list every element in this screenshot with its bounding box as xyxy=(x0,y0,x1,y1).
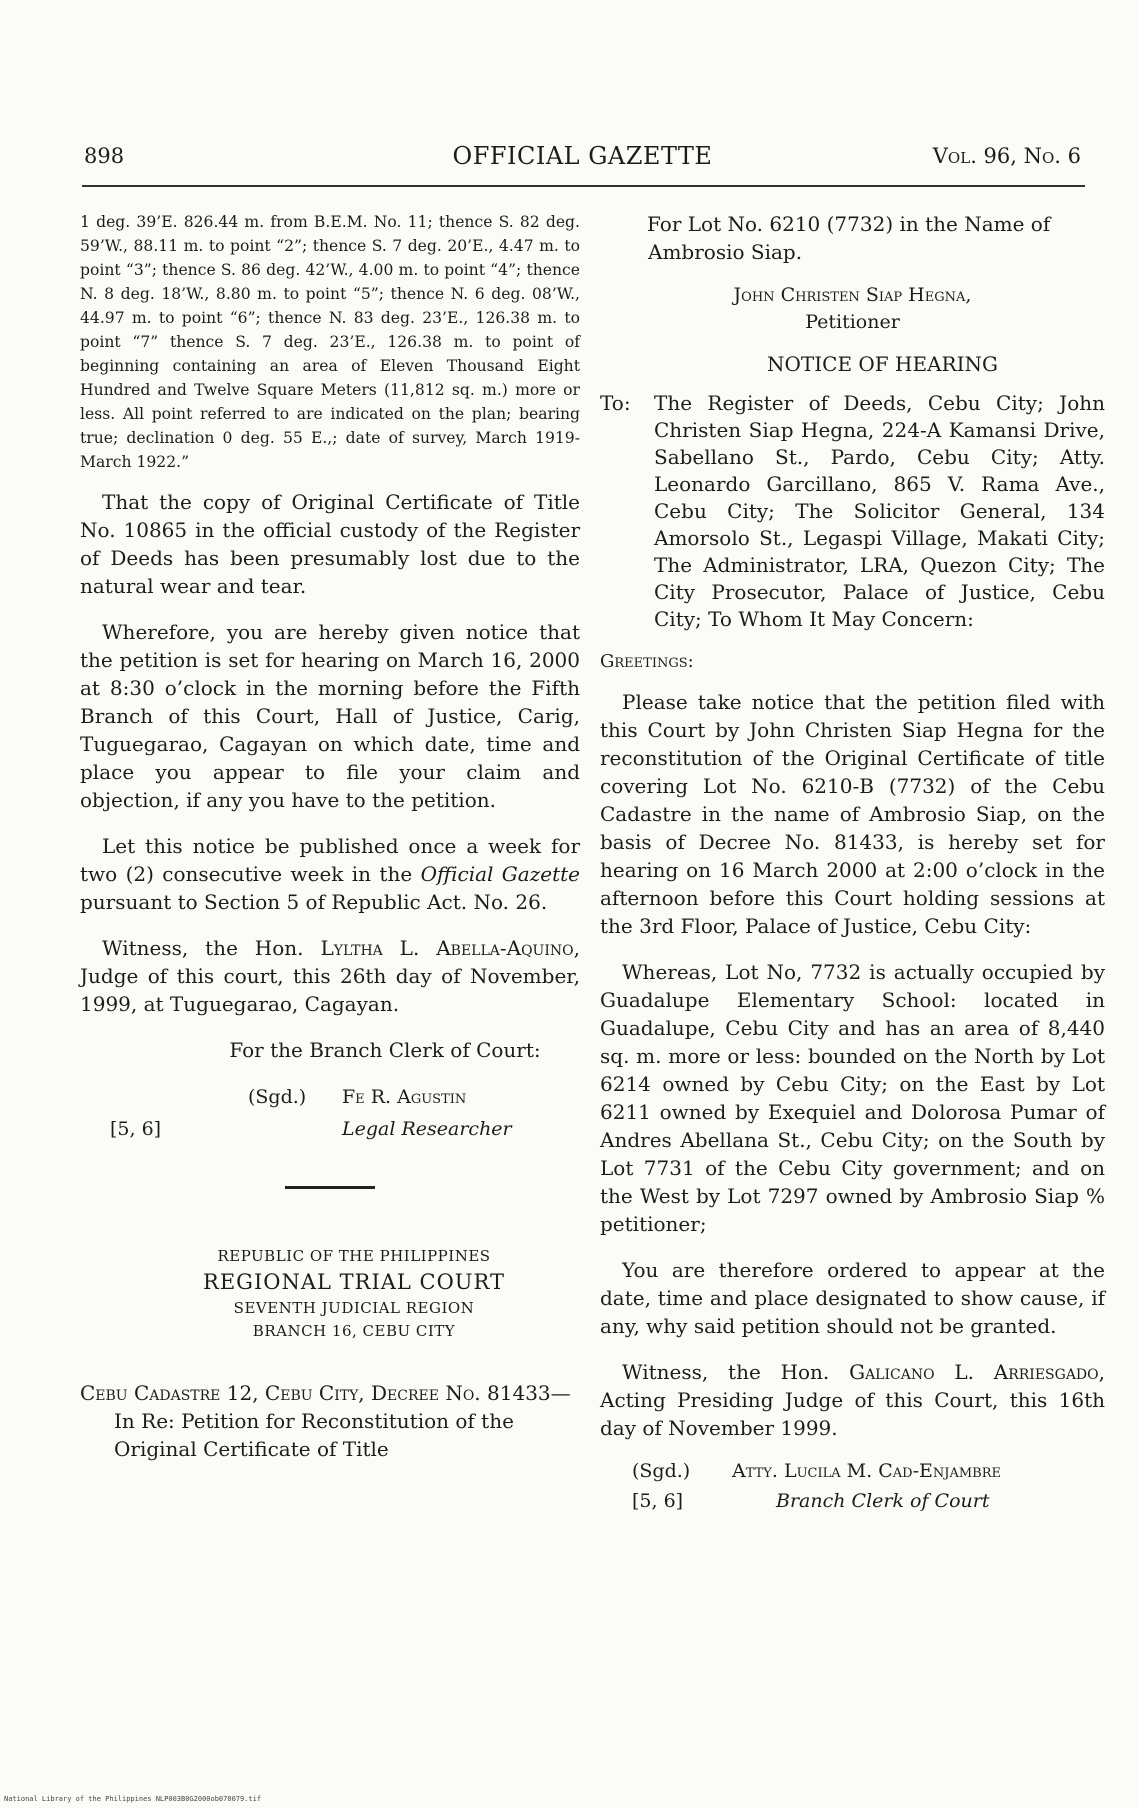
paragraph-publication xyxy=(80,832,580,916)
paragraph-whereas: Whereas, Lot No, 7732 is actually occupied by Guadalupe Elementary School: located in Guadalupe, Cebu City and has an area of 8,440 sq. m. more or less: bounded on the North by Lot 6214 owned by Cebu City; on the East by Lot 6211 owned by Exequiel and Dolorosa Pumar of Andres Abellana St., Cebu City; on the South by Lot 7731 of the Cebu City government; and on the West by Lot 7297 owned by Ambrosio Siap % petitioner; xyxy=(600,960,1105,1236)
case-caption-text: 81433—In Re: Petition for Reconstitution of the Original Certificate of Title xyxy=(114,1381,571,1461)
paragraph-witness-right xyxy=(600,1358,1105,1442)
technical-description: 1 deg. 39’E. 826.44 m. from B.E.M. No. 11; thence S. 82 deg. 59’W., 88.11 m. to point “2”; thence S. 7 deg. 20’E., 4.47 m. to point “3”; thence S. 86 deg. 42’W., 4.00 m. to point “4”; thence N. 8 deg. 18’W., 8.80 m. to point “5”; thence N. 6 deg. 08’W., 44.97 m. to point “6”; thence N. 83 deg. 23’E., 126.38 m. to point “7” thence S. 7 deg. 23’E., 126.38 m. to point of beginning containing an area of Eleven Thousand Eight Hundred and Twelve Square Meters (11,812 sq. m.) more or less. All point referred to are indicated on the plan; bearing true; declination 0 deg. 55 E.,; date of survey, March 1919-March 1922.” xyxy=(80,213,580,471)
issue-reference: [5, 6] xyxy=(110,1118,162,1140)
petitioner-name: John Christen Siap Hegna, xyxy=(733,284,972,306)
signer-name: Fe R. Agustin xyxy=(342,1086,467,1108)
addressee-block xyxy=(600,390,1105,633)
court-heading-line: REPUBLIC OF THE PHILIPPINES xyxy=(217,1247,491,1265)
section-divider xyxy=(285,1186,375,1189)
left-column xyxy=(80,210,580,1463)
paragraph-lost-title: That the copy of Original Certificate of Title No. 10865 in the official custody of the Register of Deeds has been presumably lost due to the natural wear and tear. xyxy=(80,490,580,598)
signature-block xyxy=(80,1086,580,1146)
case-caption xyxy=(80,1379,580,1463)
petitioner-block xyxy=(600,282,1105,336)
page-header xyxy=(80,140,1085,180)
publication-text-end: pursuant to Section 5 of Republic Act. No. 26. xyxy=(80,890,548,914)
to-label: To: xyxy=(600,391,631,415)
signer-name: Atty. Lucila M. Cad-Enjambre xyxy=(732,1460,1001,1482)
right-column xyxy=(600,210,1105,1520)
caption-continued: For Lot No. 6210 (7732) in the Name of Ambrosio Siap. xyxy=(647,212,1051,264)
signer-role: Branch Clerk of Court xyxy=(776,1490,990,1512)
signature-block xyxy=(600,1460,1105,1520)
publication-name: Official Gazette xyxy=(420,862,580,886)
for-branch-clerk: For the Branch Clerk of Court: xyxy=(229,1038,541,1062)
court-heading xyxy=(128,1245,580,1343)
signed-mark: (Sgd.) xyxy=(248,1086,307,1108)
page-number: 898 xyxy=(84,144,125,168)
paragraph-wherefore: Wherefore, you are hereby given notice that the petition is set for hearing on March 16, 2000 at 8:30 o’clock in the morning before the Fifth Branch of this Court, Hall of Justice, Carig, Tuguegarao, Cagayan on which date, time and place you appear to file your claim and objection, if any you have to the petition. xyxy=(80,620,580,812)
petitioner-label: Petitioner xyxy=(805,311,900,333)
greetings: Greetings: xyxy=(600,651,694,672)
judge-name: Galicano L. Arriesgado xyxy=(849,1360,1099,1384)
publication-text: Let this notice be published once a week for two (2) consecutive week in the xyxy=(80,834,580,886)
witness-text-end: , Judge of this court, this 26th day of November, 1999, at Tuguegarao, Cagayan. xyxy=(80,936,580,1016)
signed-mark: (Sgd.) xyxy=(632,1460,691,1482)
witness-text: Witness, the Hon. xyxy=(622,1360,850,1384)
header-rule xyxy=(82,185,1085,187)
court-branch: BRANCH 16, CEBU CITY xyxy=(252,1322,456,1340)
paragraph-notice: Please take notice that the petition filed with this Court by John Christen Siap Hegna for the reconstitution of the Original Certificate of title covering Lot No. 6210-B (7732) of the Cebu Cadastre in the name of Ambrosio Siap, on the basis of Decree No. 81433, is hereby set for hearing on 16 March 2000 at 2:00 o’clock in the afternoon before this Court holding sessions at the 3rd Floor, Palace of Justice, Cebu City: xyxy=(600,690,1105,938)
judge-name: Lyltha L. Abella-Aquino xyxy=(320,936,574,960)
court-region: SEVENTH JUDICIAL REGION xyxy=(233,1299,475,1317)
issue-reference: [5, 6] xyxy=(632,1490,684,1512)
paragraph-ordered: You are therefore ordered to appear at the date, time and place designated to show cause, if any, why said petition should not be granted. xyxy=(600,1258,1105,1338)
publication-title: OFFICIAL GAZETTE xyxy=(452,142,713,170)
volume-number: Vol. 96, No. 6 xyxy=(932,144,1081,168)
court-name: REGIONAL TRIAL COURT xyxy=(203,1270,505,1294)
witness-text: Witness, the Hon. xyxy=(102,936,321,960)
paragraph-witness xyxy=(80,934,580,1018)
case-caption-lead: Cebu Cadastre 12, Cebu City, Decree No. xyxy=(80,1381,481,1405)
witness-text-end: , Acting Presiding Judge of this Court, this 16th day of November 1999. xyxy=(600,1360,1105,1440)
notice-title: NOTICE OF HEARING xyxy=(767,352,998,376)
scan-credit: National Library of the Philippines NLP003B0G2000ob070079.tif xyxy=(4,1795,262,1803)
signer-role: Legal Researcher xyxy=(342,1118,512,1140)
addressee-list: The Register of Deeds, Cebu City; John Christen Siap Hegna, 224-A Kamansi Drive, Sabellano St., Pardo, Cebu City; Atty. Leonardo Garcillano, 865 V. Rama Ave., Cebu City; The Solicitor General, 134 Amorsolo St., Legaspi Village, Makati City; The Administrator, LRA, Quezon City; The City Prosecutor, Palace of Justice, Cebu City; To Whom It May Concern: xyxy=(654,391,1105,631)
